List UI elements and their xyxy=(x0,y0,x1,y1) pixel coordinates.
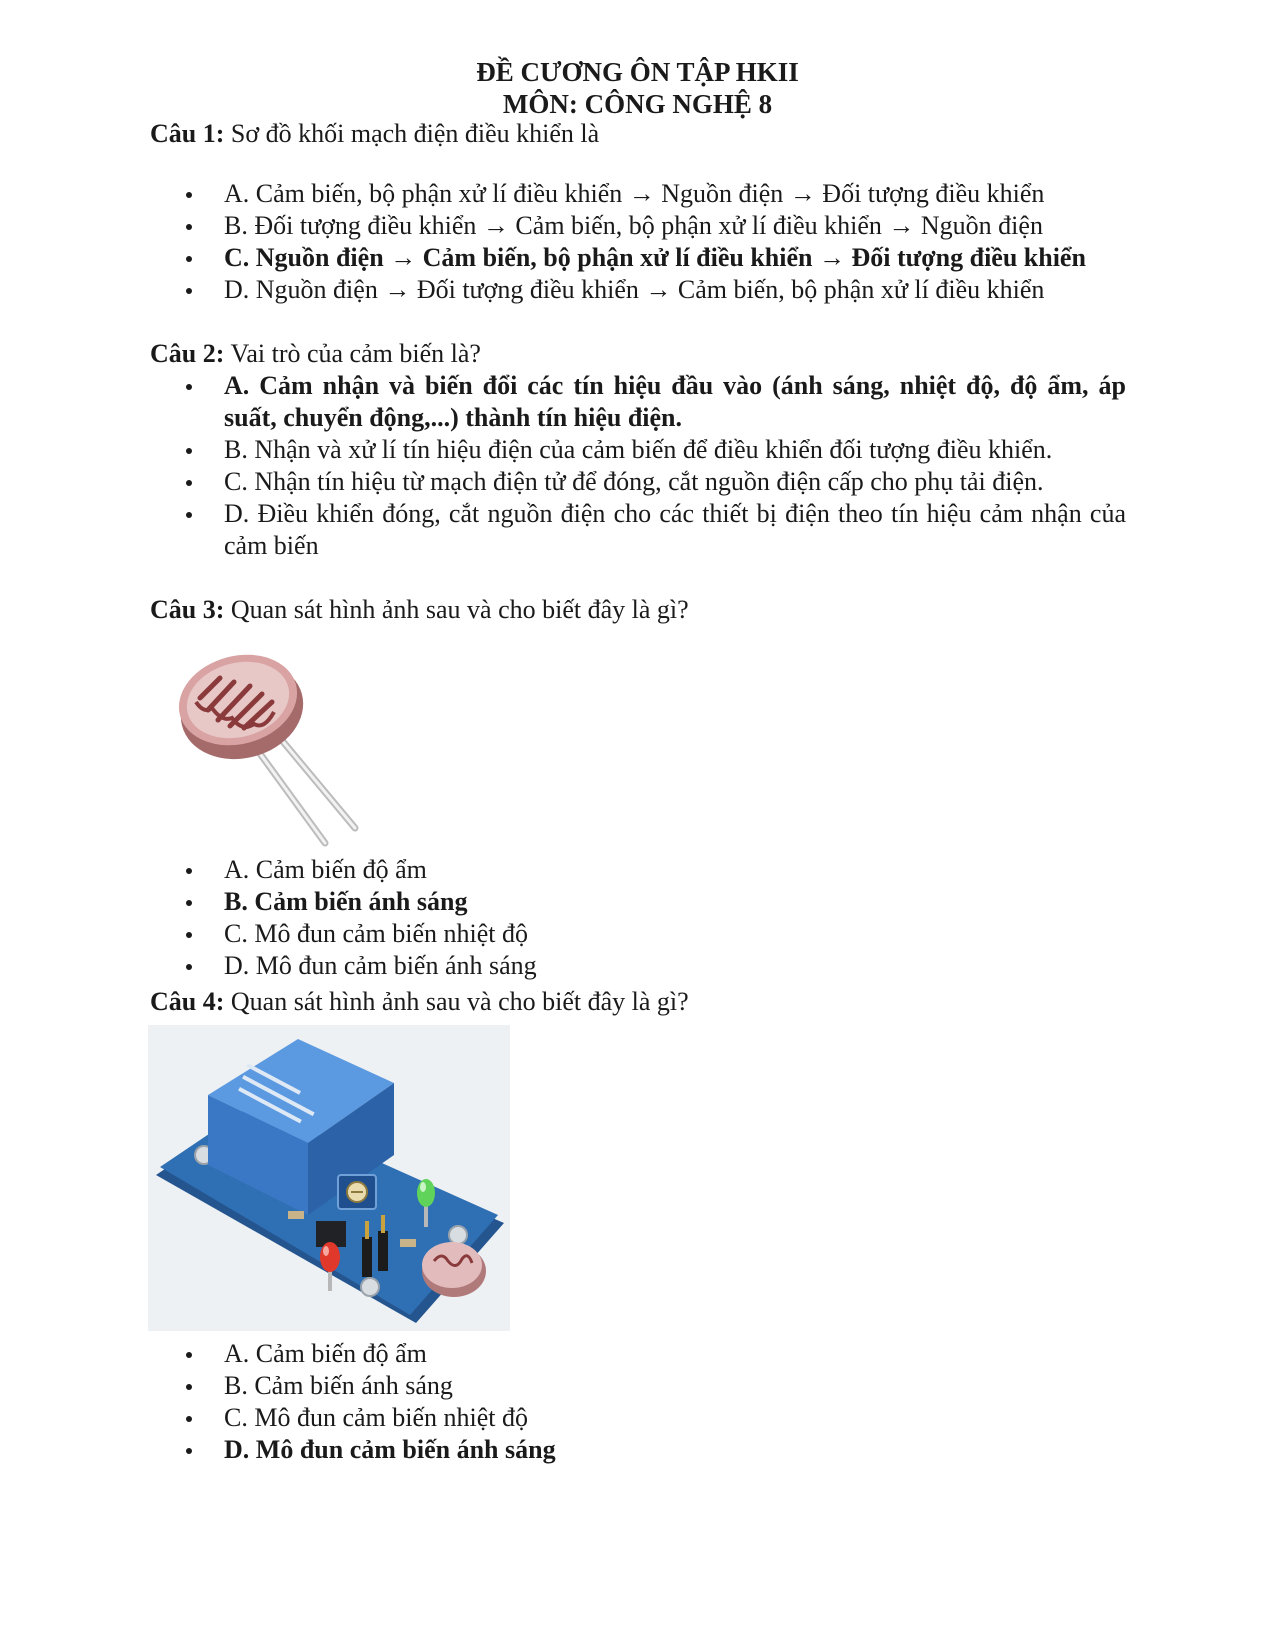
list-item xyxy=(186,178,1126,210)
photoresistor-image xyxy=(150,638,386,868)
option-text: C. Mô đun cảm biến nhiệt độ xyxy=(224,919,529,948)
option-text: C. Nguồn điện → Cảm biến, bộ phận xử lí điều khiển → Đối tượng điều khiển xyxy=(224,243,1086,272)
question-text: Vai trò của cảm biến là? xyxy=(230,339,481,368)
question-label: Câu 2: xyxy=(150,339,225,368)
question-label: Câu 3: xyxy=(150,595,225,624)
bullet-icon xyxy=(186,224,192,230)
option-text: B. Nhận và xử lí tín hiệu điện của cảm biến để điều khiển đối tượng điều khiển. xyxy=(224,435,1053,464)
option-text: C. Nhận tín hiệu từ mạch điện tử để đóng, cắt nguồn điện cấp cho phụ tải điện. xyxy=(224,467,1044,496)
bullet-icon xyxy=(186,256,192,262)
list-item xyxy=(186,918,1126,950)
bullet-icon xyxy=(186,1448,192,1454)
question-label: Câu 1: xyxy=(150,119,225,148)
list-item-correct xyxy=(186,886,1126,918)
doc-title: ĐỀ CƯƠNG ÔN TẬP HKII xyxy=(476,57,799,87)
options-list-q1 xyxy=(186,178,1126,306)
list-item-correct xyxy=(186,1434,1126,1466)
question-1 xyxy=(150,118,1130,150)
question-text: Quan sát hình ảnh sau và cho biết đây là gì? xyxy=(230,595,689,624)
bullet-icon xyxy=(186,192,192,198)
bullet-icon xyxy=(186,288,192,294)
question-text: Sơ đồ khối mạch điện điều khiển là xyxy=(230,119,600,148)
option-text: B. Cảm biến ánh sáng xyxy=(224,1371,453,1400)
option-text: B. Đối tượng điều khiển → Cảm biến, bộ phận xử lí điều khiển → Nguồn điện xyxy=(224,211,1043,240)
option-text: D. Điều khiển đóng, cắt nguồn điện cho các thiết bị điện theo tín hiệu cảm nhận của cảm biến xyxy=(224,499,1126,560)
options-list-q4 xyxy=(186,1338,1126,1466)
list-item xyxy=(186,1402,1126,1434)
question-label: Câu 4: xyxy=(150,987,225,1016)
light-sensor-module-image xyxy=(148,1025,510,1331)
list-item xyxy=(186,854,1126,886)
photoresistor-icon xyxy=(150,638,386,868)
bullet-icon xyxy=(186,900,192,906)
option-text: A. Cảm biến độ ẩm xyxy=(224,855,427,884)
list-item xyxy=(186,1338,1126,1370)
question-2 xyxy=(150,338,1130,370)
list-item xyxy=(186,210,1126,242)
list-item xyxy=(186,434,1126,466)
option-text: A. Cảm biến độ ẩm xyxy=(224,1339,427,1368)
option-text: C. Mô đun cảm biến nhiệt độ xyxy=(224,1403,529,1432)
list-item xyxy=(186,950,1126,982)
bullet-icon xyxy=(186,1352,192,1358)
sensor-module-icon xyxy=(148,1025,510,1331)
list-item-correct xyxy=(186,242,1126,274)
list-item xyxy=(186,274,1126,306)
bullet-icon xyxy=(186,868,192,874)
option-text: D. Mô đun cảm biến ánh sáng xyxy=(224,1435,556,1464)
question-3 xyxy=(150,594,1130,626)
list-item-correct xyxy=(186,370,1126,434)
bullet-icon xyxy=(186,1384,192,1390)
options-list-q2 xyxy=(186,370,1126,562)
option-text: A. Cảm nhận và biến đổi các tín hiệu đầu vào (ánh sáng, nhiệt độ, độ ẩm, áp suất, chuyển động,...) thành tín hiệu điện. xyxy=(224,371,1126,432)
list-item xyxy=(186,466,1126,498)
bullet-icon xyxy=(186,480,192,486)
option-text: B. Cảm biến ánh sáng xyxy=(224,887,468,916)
bullet-icon xyxy=(186,1416,192,1422)
doc-subtitle: MÔN: CÔNG NGHỆ 8 xyxy=(502,89,773,119)
option-text: D. Mô đun cảm biến ánh sáng xyxy=(224,951,537,980)
list-item xyxy=(186,1370,1126,1402)
bullet-icon xyxy=(186,964,192,970)
option-text: A. Cảm biến, bộ phận xử lí điều khiển → Nguồn điện → Đối tượng điều khiển xyxy=(224,179,1045,208)
option-text: D. Nguồn điện → Đối tượng điều khiển → Cảm biến, bộ phận xử lí điều khiển xyxy=(224,275,1045,304)
bullet-icon xyxy=(186,512,192,518)
list-item xyxy=(186,498,1126,562)
bullet-icon xyxy=(186,384,192,390)
bullet-icon xyxy=(186,932,192,938)
options-list-q3 xyxy=(186,854,1126,982)
question-4 xyxy=(150,986,1130,1018)
question-text: Quan sát hình ảnh sau và cho biết đây là gì? xyxy=(230,987,689,1016)
bullet-icon xyxy=(186,448,192,454)
